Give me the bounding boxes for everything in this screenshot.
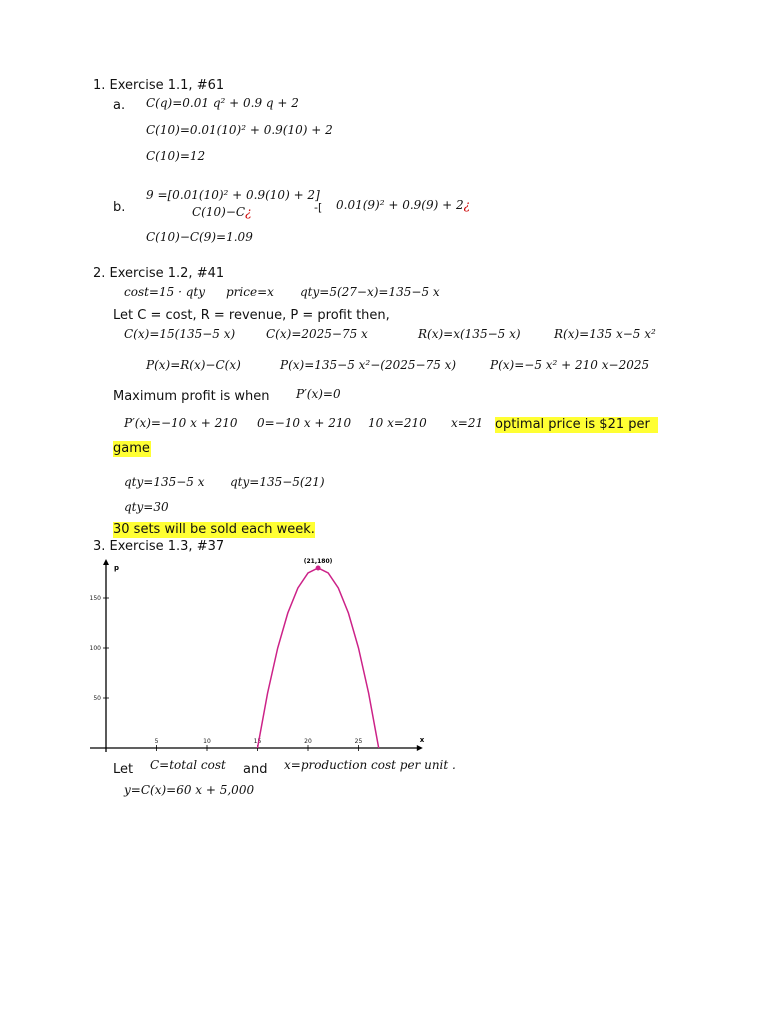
profit-curve: [258, 568, 379, 748]
x-tick-label: 10: [203, 738, 211, 745]
eq-cost-expr-1: C(x)=15(135−5 x): [124, 327, 236, 341]
eq-cost-at-10-result: C(10)=12: [146, 149, 206, 163]
y-axis-label: p: [114, 564, 120, 572]
y-axis-arrow: [103, 559, 109, 565]
eq-derivative-zero: P′(x)=0: [296, 387, 341, 401]
chart-axes: [90, 559, 423, 752]
x-tick-label: 5: [154, 738, 159, 745]
eq-production-cost-def: x=production cost per unit .: [284, 758, 456, 772]
part-a-label: a.: [113, 98, 126, 113]
eq-x-solution: x=21: [451, 416, 484, 430]
eq-qty-substituted: qty=135−5(21): [230, 475, 325, 489]
y-tick-label: 150: [89, 595, 101, 602]
vertex-point: [316, 566, 321, 571]
part-b-dash: -[: [314, 201, 323, 214]
eq-cost-def: cost=15 · qty: [124, 285, 205, 299]
eq-linear-cost: y=C(x)=60 x + 5,000: [124, 783, 255, 797]
x-tick-label: 20: [304, 738, 312, 745]
eq-part-b-top: 9 =[0.01(10)² + 0.9(10) + 2]: [146, 188, 320, 202]
eq-derivative: P′(x)=−10 x + 210: [124, 416, 238, 430]
eq-marginal-result: C(10)−C(9)=1.09: [146, 230, 253, 244]
section-3-heading: 3. Exercise 1.3, #37: [93, 539, 225, 554]
sets-sold-highlight: 30 sets will be sold each week.: [113, 522, 315, 537]
x-tick-label: 15: [253, 738, 262, 745]
eq-qty-def: qty=5(27−x)=135−5 x: [300, 285, 440, 299]
section-1-heading: 1. Exercise 1.1, #61: [93, 78, 225, 93]
eq-derivative-step-2: 10 x=210: [368, 416, 427, 430]
eq-qty-result: qty=30: [124, 500, 169, 514]
eq-profit-expr-3: P(x)=−5 x² + 210 x−2025: [490, 358, 650, 372]
eq-derivative-step-1: 0=−10 x + 210: [257, 416, 352, 430]
eq-profit-expr-2: P(x)=135−5 x²−(2025−75 x): [280, 358, 457, 372]
eq-price-def: price=x: [226, 285, 274, 299]
vertex-label: (21,180): [303, 558, 333, 565]
eq-revenue-expr-1: R(x)=x(135−5 x): [418, 327, 521, 341]
eq-part-b-bottom: C(10)−C¿: [192, 205, 252, 219]
eq-cost-at-10: C(10)=0.01(10)² + 0.9(10) + 2: [146, 123, 333, 137]
x-tick-label: 25: [354, 738, 363, 745]
and-word: and: [243, 762, 268, 777]
optimal-price-highlight: optimal price is $21 per: [495, 417, 658, 433]
optimal-price-highlight-cont: game: [113, 441, 150, 456]
let-word: Let: [113, 762, 134, 777]
y-tick-label: 100: [89, 645, 101, 652]
eq-cost-expr-2: C(x)=2025−75 x: [266, 327, 368, 341]
eq-revenue-expr-2: R(x)=135 x−5 x²: [554, 327, 656, 341]
section-2-heading: 2. Exercise 1.2, #41: [93, 266, 225, 281]
profit-parabola-chart: [80, 555, 425, 765]
eq-total-cost-def: C=total cost: [150, 758, 226, 772]
part-b-label: b.: [113, 200, 126, 215]
eq-part-b-right: 0.01(9)² + 0.9(9) + 2¿: [336, 198, 471, 212]
let-definitions: Let C = cost, R = revenue, P = profit then,: [113, 308, 390, 323]
eq-profit-expr-1: P(x)=R(x)−C(x): [146, 358, 241, 372]
x-axis-arrow: [417, 745, 423, 751]
eq-qty-expr: qty=135−5 x: [124, 475, 205, 489]
x-axis-label: x: [419, 736, 425, 744]
chart-ticks: [90, 595, 363, 751]
eq-cost-function: C(q)=0.01 q² + 0.9 q + 2: [146, 96, 299, 110]
y-tick-label: 50: [93, 695, 101, 702]
max-profit-text: Maximum profit is when: [113, 389, 270, 404]
